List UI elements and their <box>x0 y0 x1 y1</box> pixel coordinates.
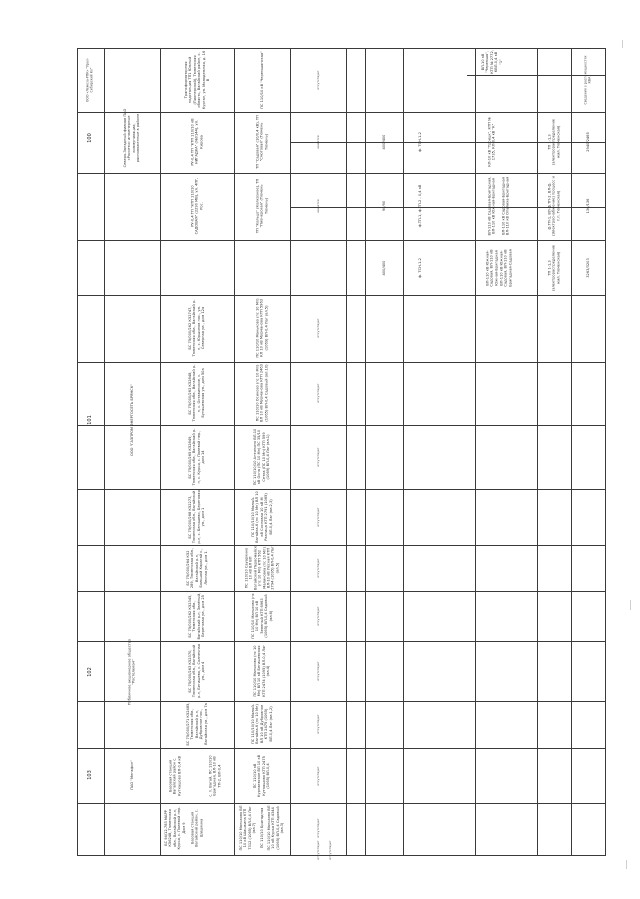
row-number: 101 <box>86 415 93 425</box>
power-value: 400/400 <box>381 260 386 276</box>
row-border <box>77 240 605 241</box>
ts-name: ТП 1-1,3 (электрораспределение жил. Тюменская) <box>547 118 561 166</box>
feeder-name: ПС 110/10/10 Малый-Вагайка-6 (пс 10 Мп) ВЛ 10 кВ Сосновая 10 кВ М Разница КТП 2791 (1065) ВЛ-0,4 Лаг (вл.2,3) <box>250 491 273 543</box>
feeder-name: ПС 110/10 кВ "Черемшанская" <box>259 51 264 109</box>
status-text: отсутствует <box>327 840 332 860</box>
ts-name: ТП 1-1,3 (электрораспределение жил. Тюменская) <box>547 244 561 292</box>
ts-name: ф.ТП-1, ВЛ-ф.ТП-2, ВЛ-ф. (Электроснабжение) процесс и т.п. Тюменская) <box>547 176 561 236</box>
kva-value: 136/136 <box>585 198 590 214</box>
line-name: ВЛ-10 кВ "Черемша", КТП № 2772, КВЛ-0,4 кВ "1" <box>480 50 503 74</box>
column-border <box>104 48 105 856</box>
feeder-name: ТП "Кольцо" (Колхозное), ТП "Пионерская" (Тюмень Тюмень) <box>255 178 269 234</box>
kva-value: 2940/2465 <box>585 132 590 152</box>
status-text: отсутствует <box>315 447 320 467</box>
row-border <box>77 591 605 592</box>
object-address: БС 75/000/262 К52747, Тюменская обл., Вагайский р-н, с. Юршинов пос., ул. Северная ул., дом 12а <box>188 299 206 357</box>
company-name: ООО "ГАЗПРОМ ЭНЕРГОСЕТЬ БРЯНСК" <box>129 384 134 456</box>
line-name: КЛ-10 кВ "Троицк", КТП № 1735, КЛ-0,4 кВ "К" <box>487 117 496 167</box>
row-border <box>77 173 605 174</box>
row-border <box>77 803 605 804</box>
row-border <box>77 112 605 113</box>
status-text: отсутствует <box>315 606 320 626</box>
feeder-name: ПС 110/10 Маньково (пс 10 Мп) КЛ 10 кВ Мурманова КТП 5963 (1069) ВЛ-0,4 Лаг (вл.5) <box>255 298 269 358</box>
column-border <box>403 48 404 856</box>
row-number: 102 <box>86 667 93 677</box>
status-text: отсутствует <box>315 507 320 527</box>
status-text: отсутствует <box>315 661 320 681</box>
table-top-border <box>77 48 605 49</box>
company-name: Публичное акционерное общество "Ростелеком" <box>127 638 136 706</box>
row-border <box>77 295 605 296</box>
status-text: отсутствует <box>315 840 320 860</box>
tp-name: ф. ТСН-1-2 <box>417 132 422 152</box>
right-header-line: Сведения о <box>583 85 588 105</box>
object-address: Трансформаторная подстанция ТП1 Южный (Пионерский), Тюменская область, Вагайский район, с. Курган, ул. Молодежная, д. 16 В <box>183 50 210 110</box>
column-border <box>160 48 161 856</box>
status-text: имеется <box>315 199 320 213</box>
status-text: отсутствует <box>315 766 320 786</box>
row-number: 100 <box>86 133 93 143</box>
description-text: ВЛ-110 кВ Садовая-Бригадная ВЛ-110 кВ Опалиха-Бригадная <box>501 176 510 236</box>
object-address: Базовая станция Вагайский район с. Куткашово ВЛ-0,4 кВ <box>168 755 182 797</box>
feeder-name: ТП "Садовая" (10/0,4 кВ), ТП "Смотовая" (Тюмень Тюмень) <box>255 115 269 169</box>
row-border <box>77 425 605 426</box>
table-right-border <box>605 48 606 856</box>
scan-mark <box>626 860 627 869</box>
column-border <box>290 48 291 856</box>
right-header-line: расп. мощностях <box>583 55 588 85</box>
object-address: БС 75/000/265 К52849, Тюменская обл., Вагайский р-н, с. Курья, с. Полевой пер., дом 14 <box>188 428 206 486</box>
feeder-name: ПС 110/10 Бригадная <box>259 807 264 849</box>
status-text: отсутствует <box>315 818 320 838</box>
object-address: БС 75/000/264 К52 289, Тюменская обл., Вагайский р-н, Большой Карагай с., Лесная ул., дом 1 <box>185 547 208 589</box>
line-name: ВЛ-110 кВ Южная-Садовая, ВЛ-110 кВ Южная-Бригадная <box>485 249 499 287</box>
object-address: Базовая станция Вагайский район, с. Шишкина <box>190 809 204 847</box>
feeder-name: ПС 110/10 Сауаркино 10 кВ ВЛ ВЛ Вагайский Первомайск (пс 10 Мп) КТП 562 Малиновка (пс 10 Мп) ВЛ-10 кВ Лесная КТП 2794 (1095) ВЛ-0,4 Лаг (вл.5) <box>244 546 280 590</box>
status-text: отсутствует <box>315 714 320 734</box>
row-border <box>77 701 605 702</box>
right-header-line: КВА <box>588 76 592 84</box>
object-address: БС 75/000/262 К52345, Тюменская обл., Вагайский р-н, Зелёный, Береговая ул., дом 25 <box>188 592 206 640</box>
status-text: отсутствует <box>315 70 320 90</box>
company-name: Северо-Западный филиал ПАО «Россети» инженерные коммуникации, расположенные в районе <box>123 108 141 168</box>
column-border <box>365 48 366 856</box>
status-text: отсутствует <box>315 383 320 403</box>
feeder-name: ПС 110/10 Маньково ВЛ 10 кВ Курья КТП 4344 (1065) ВЛ-0,4 Садовый (вл.3) <box>267 805 285 851</box>
status-text: имеется <box>315 135 320 149</box>
object-address: БС 94/12-783 МАРР К56248, Тюменская обл., Вагайский р-н, Курья, с. Полевой пер. Дом 9 <box>163 806 186 850</box>
object-address: РУ-0,4 ТП "КТП 110/10 кВ НИГАДКА" (№0144), ул. Кирова <box>190 118 204 166</box>
table-left-border <box>77 48 78 856</box>
row-border <box>77 748 605 749</box>
scan-mark <box>622 40 623 48</box>
object-address: РУ-0,4 ТП "КТП 110/10 САДОВАЯ" (2290 МВ), ул. 4ПГ, Рос. <box>190 177 204 235</box>
object-address: БС 75/000/263 К52848, Тюменская обл., Вагайский р-н, с. Оставинское, с. Буташевская ул., дом 50а <box>188 364 206 422</box>
column-border <box>346 48 347 856</box>
column-border <box>475 48 476 856</box>
company-name: ПАО "Мегафон" <box>129 760 134 790</box>
right-header <box>584 55 593 105</box>
column-border <box>537 48 538 856</box>
row-border <box>77 362 605 363</box>
tp-name: ф. ТСН-1-2 <box>417 258 422 278</box>
scan-mark <box>630 600 631 610</box>
column-border <box>234 48 235 856</box>
feeder-name: ПС 110/10 кВ Курнаевское ВЛ 10 кВ Куткашово КТП 2475 (1065) ВЛ-0,4 <box>253 754 271 798</box>
description-text: ВЛ-110 кВ Южная-Садовая, ВЛ-110 кВ Бригадная-Садовая <box>499 249 513 287</box>
line-name: ВЛ-110 кВ Садовая-Бригадная, ВЛ-110 кВ Южная-Бригадная <box>487 176 496 236</box>
row-border <box>77 545 605 546</box>
power-value: 90/90 <box>381 200 386 212</box>
status-text: отсутствует <box>315 558 320 578</box>
object-address: БС 75/000/268 К52273, Тюменская обл., Вагайский р-н, с. Бегишево, Береговая ул., дом 1 <box>188 490 206 544</box>
status-text: отсутствует <box>315 318 320 338</box>
feeder-name: ПС 110/10 Маньково (пс 10 Мп) ВЛ 10 кВ Бегишевская КТП 2474 (1095) ВЛ-0,4 Лаг (вл.4) <box>253 644 271 698</box>
feeder-name: ПС 110/10/10 Малый-Вагайка-6 (пс 10 Мп) ВЛ 10 кВ Дубровное КТП 2475 (1065) ВЛ-0,4 Лаг (вл.1,2) <box>250 704 273 744</box>
feeder-name: ПС 110/10 Маньково ВЛ 10 кВ Шишкина КТП 7312 (1065) ВЛ-0,4 Лаг (вл.7) <box>239 805 257 851</box>
power-value: 400/400 <box>381 134 386 150</box>
row-border <box>77 641 605 642</box>
row-border <box>77 489 605 490</box>
object-address: БС 75/000/263 К52370, Тюменская обл., Вагайский р-н, Бегишево, с. Солнечная ул., дом 4 <box>188 644 206 698</box>
feeder-name: ПС 110/10/10 Антипино ВЛ-10 кВ Осна (ПС 10 Мп) ПС 35/10 Сетка (ПС 10 Мп) КТП 599 (1069) ВЛ-0,4 Лаг (вл.1) <box>253 428 271 486</box>
feeder-name: ПС 110/10 Маньково (пс 10 Мп) ВЛ 10 кВ Зеленый КТП 6963 (1065) ВЛ-0,4 Садовый (вл.6) <box>250 593 273 639</box>
object-address: с. п. Вагай, ПС 110/10 Бригадная, ВЛ-10 кВ ТП-2, ВЛ-0,4 <box>208 755 222 797</box>
column-border <box>571 48 572 856</box>
row-number: 103 <box>86 770 93 780</box>
object-address: БС 75/000/271 К52485, Тюменская обл., Вагайский р-н, Дубровное пос., Вагайская ул., дом 7а <box>185 702 208 746</box>
table-bottom-border <box>77 855 605 856</box>
feeder-name: ПС 110/10 Осиново (пс 10 Мп) ВЛ 10 кВ Мурманова КТП 2463 (1065) ВЛ-0,4 Садовый (вл.10) <box>255 364 269 422</box>
kva-value: 3263/3203 <box>585 258 590 278</box>
left-header-text: ООО «Лемеза-РПК» "Урал-Сибирский Ко" <box>85 57 94 103</box>
tp-name: ф.ТП-1, ф.ТП-2 - 0,4 кВ <box>417 184 422 228</box>
